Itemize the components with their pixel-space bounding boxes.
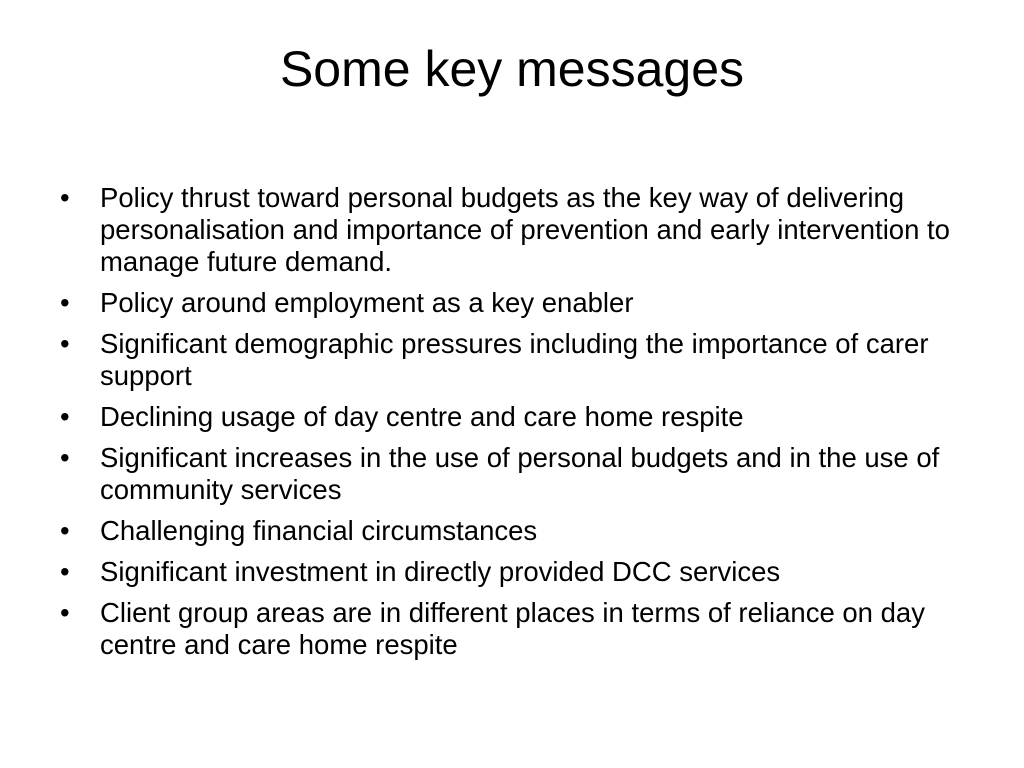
- bullet-text: Significant increases in the use of personal budgets and in the use of community services: [100, 442, 940, 505]
- bullet-text: Declining usage of day centre and care home respite: [100, 401, 744, 432]
- bullet-item: [58, 328, 968, 392]
- bullet-item: [58, 515, 968, 547]
- bullet-text: Policy around employment as a key enabler: [100, 287, 634, 318]
- bullet-dot-icon: •: [60, 442, 70, 473]
- bullet-item: [58, 556, 968, 588]
- bullet-text: Client group areas are in different places in terms of reliance on day centre and care home respite: [100, 597, 925, 660]
- bullet-item: [58, 597, 968, 661]
- bullet-dot-icon: •: [60, 515, 70, 546]
- bullet-list: [58, 182, 968, 670]
- bullet-dot-icon: •: [60, 287, 70, 318]
- bullet-text: Significant investment in directly provided DCC services: [100, 556, 781, 587]
- bullet-text: Significant demographic pressures including the importance of carer support: [100, 328, 929, 391]
- bullet-text: Policy thrust toward personal budgets as the key way of delivering personalisation and importance of prevention and early intervention to manage future demand.: [100, 182, 950, 277]
- bullet-dot-icon: •: [60, 182, 70, 213]
- bullet-item: [58, 442, 968, 506]
- slide-title: Some key messages: [279, 41, 745, 97]
- bullet-dot-icon: •: [60, 556, 70, 587]
- bullet-item: [58, 401, 968, 433]
- bullet-dot-icon: •: [60, 597, 70, 628]
- bullet-dot-icon: •: [60, 328, 70, 359]
- bullet-item: [58, 287, 968, 319]
- bullet-dot-icon: •: [60, 401, 70, 432]
- bullet-text: Challenging financial circumstances: [100, 515, 538, 546]
- bullet-item: [58, 182, 968, 278]
